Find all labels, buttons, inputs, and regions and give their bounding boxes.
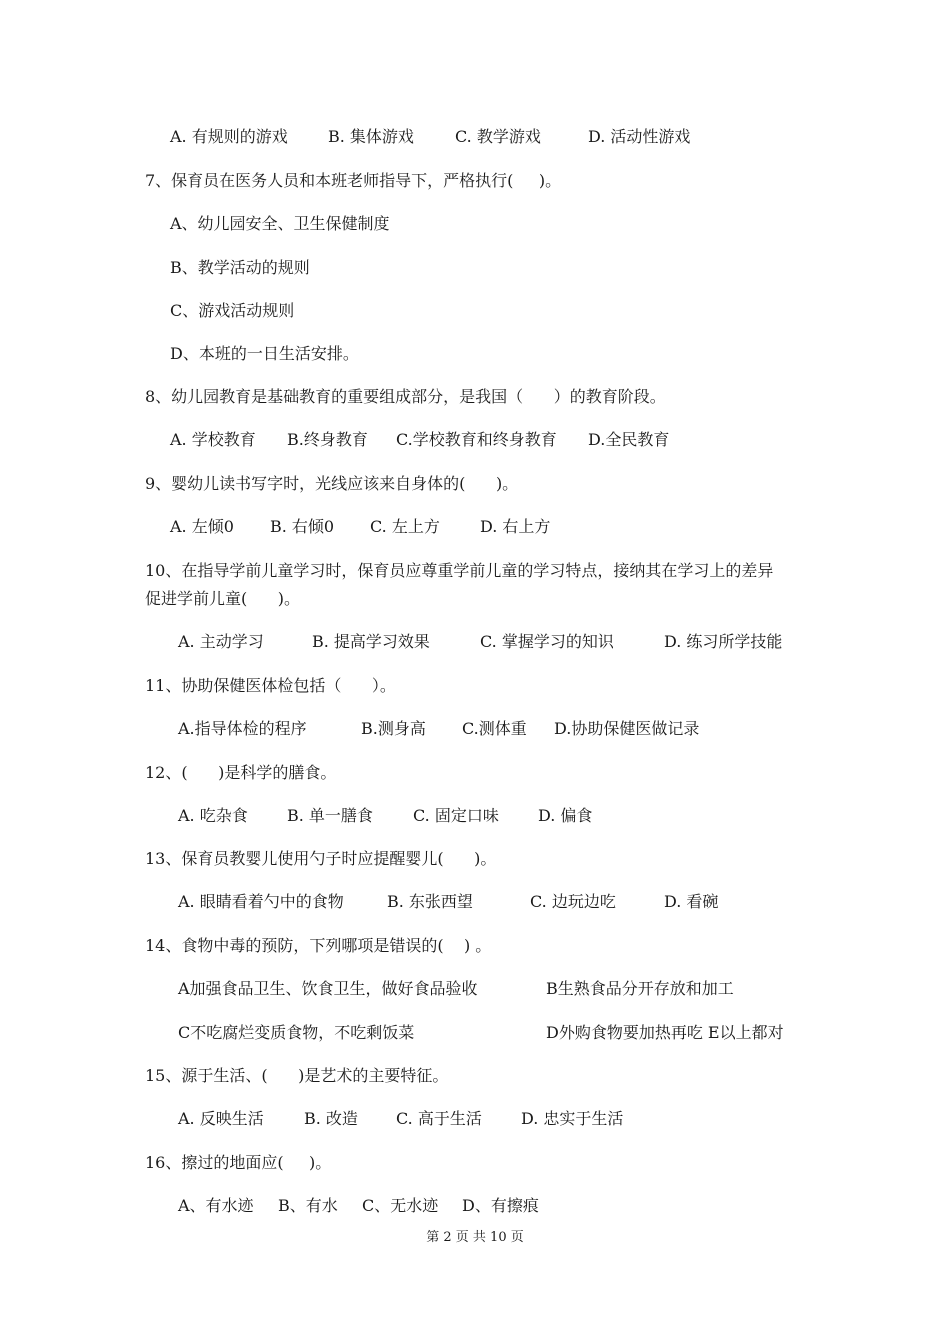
- q12-option-a: A. 吃杂食: [178, 806, 248, 825]
- q14-option-d: D外购食物要加热再吃 E以上都对: [546, 1023, 784, 1042]
- q11-stem: 11、协助保健医体检包括（ ）。: [145, 676, 396, 695]
- q9-option-d: D. 右上方: [480, 517, 551, 536]
- q6-option-b: B. 集体游戏: [328, 127, 414, 146]
- q16-option-c: C、无水迹: [362, 1196, 439, 1215]
- q13-option-b: B. 东张西望: [387, 892, 473, 911]
- q14-option-b: B生熟食品分开存放和加工: [546, 979, 734, 998]
- q12-option-b: B. 单一膳食: [287, 806, 373, 825]
- q9-stem: 9、婴幼儿读书写字时，光线应该来自身体的( )。: [145, 474, 519, 493]
- q10-stem-line1: 10、在指导学前儿童学习时，保育员应尊重学前儿童的学习特点，接纳其在学习上的差异: [145, 561, 774, 580]
- q15-option-a: A. 反映生活: [178, 1109, 264, 1128]
- q7-option-a: A、幼儿园安全、卫生保健制度: [170, 214, 390, 233]
- q14-option-a: A加强食品卫生、饮食卫生，做好食品验收: [178, 979, 478, 998]
- q7-option-c: C、游戏活动规则: [170, 301, 295, 320]
- q13-option-d: D. 看碗: [664, 892, 719, 911]
- q8-option-d: D.全民教育: [588, 430, 670, 449]
- q13-option-a: A. 眼睛看着勺中的食物: [178, 892, 344, 911]
- q11-option-c: C.测体重: [462, 719, 527, 738]
- q15-stem: 15、源于生活、( )是艺术的主要特征。: [145, 1066, 449, 1085]
- q15-option-d: D. 忠实于生活: [521, 1109, 624, 1128]
- page-footer: 第 2 页 共 10 页: [426, 1230, 524, 1245]
- q7-option-b: B、教学活动的规则: [170, 258, 310, 277]
- q12-stem: 12、( )是科学的膳食。: [145, 763, 337, 782]
- q13-option-c: C. 边玩边吃: [530, 892, 616, 911]
- q10-option-c: C. 掌握学习的知识: [480, 632, 614, 651]
- q11-option-d: D.协助保健医做记录: [554, 719, 700, 738]
- q6-option-c: C. 教学游戏: [455, 127, 541, 146]
- q16-option-d: D、有擦痕: [462, 1196, 539, 1215]
- q14-stem: 14、食物中毒的预防，下列哪项是错误的( ) 。: [145, 936, 492, 955]
- q14-option-c: C不吃腐烂变质食物，不吃剩饭菜: [178, 1023, 415, 1042]
- q16-option-b: B、有水: [278, 1196, 338, 1215]
- q8-option-b: B.终身教育: [287, 430, 368, 449]
- q13-stem: 13、保育员教婴儿使用勺子时应提醒婴儿( )。: [145, 849, 497, 868]
- q11-option-a: A.指导体检的程序: [178, 719, 307, 738]
- q9-option-b: B. 右倾0: [270, 517, 335, 536]
- q8-stem: 8、幼儿园教育是基础教育的重要组成部分，是我国（ ）的教育阶段。: [145, 387, 666, 406]
- q9-option-c: C. 左上方: [370, 517, 440, 536]
- q16-stem: 16、擦过的地面应( )。: [145, 1153, 332, 1172]
- q9-option-a: A. 左倾0: [170, 517, 234, 536]
- q10-option-a: A. 主动学习: [178, 632, 264, 651]
- q10-option-b: B. 提高学习效果: [312, 632, 430, 651]
- q16-option-a: A、有水迹: [178, 1196, 254, 1215]
- q15-option-b: B. 改造: [304, 1109, 358, 1128]
- q8-option-c: C.学校教育和终身教育: [396, 430, 557, 449]
- q6-option-a: A. 有规则的游戏: [170, 127, 288, 146]
- q11-option-b: B.测身高: [361, 719, 426, 738]
- q10-option-d: D. 练习所学技能: [664, 632, 783, 651]
- q7-stem: 7、保育员在医务人员和本班老师指导下，严格执行( )。: [145, 171, 562, 190]
- q10-stem-line2: 促进学前儿童( )。: [145, 589, 301, 608]
- q12-option-c: C. 固定口味: [413, 806, 499, 825]
- q7-option-d: D、本班的一日生活安排。: [170, 344, 359, 363]
- q12-option-d: D. 偏食: [538, 806, 593, 825]
- q6-option-d: D. 活动性游戏: [588, 127, 691, 146]
- q15-option-c: C. 高于生活: [396, 1109, 482, 1128]
- q8-option-a: A. 学校教育: [170, 430, 256, 449]
